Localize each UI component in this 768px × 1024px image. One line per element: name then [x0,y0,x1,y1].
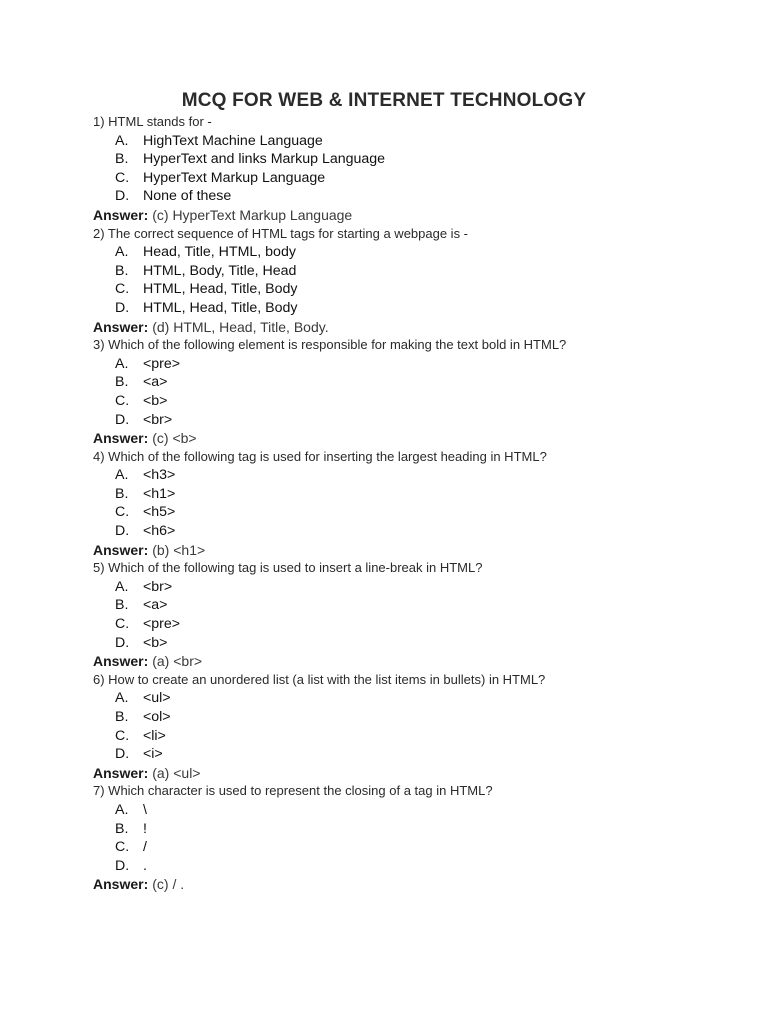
option-letter: A. [115,690,129,707]
answer-text: (c) HyperText Markup Language [152,206,353,223]
answer-text: (c) / . [152,876,185,893]
option-text: HTML, Body, Title, Head [142,262,297,279]
option-text: <h1> [142,485,176,502]
option-item [93,485,733,504]
option-item [93,689,733,708]
option-letter: B. [115,374,129,391]
answer-line [93,764,733,783]
question-text: 1) HTML stands for - [93,114,212,129]
answer-label: Answer: [93,764,149,781]
answer-label: Answer: [93,206,149,223]
page-title: MCQ FOR WEB & INTERNET TECHNOLOGY [181,90,587,111]
option-item [93,243,733,262]
option-text: <a> [142,597,168,614]
answer-label: Answer: [93,653,149,670]
option-item [93,838,733,857]
option-text: <a> [142,374,168,391]
option-letter: D. [115,746,130,763]
option-letter: C. [115,281,130,298]
option-letter: A. [115,132,129,149]
option-item [93,411,733,430]
option-list [93,355,733,429]
option-letter: C. [115,616,130,633]
option-letter: D. [115,857,130,874]
question-text: 4) Which of the following tag is used for inserting the largest heading in HTML? [93,448,547,464]
question-text: 2) The correct sequence of HTML tags for starting a webpage is - [93,225,469,241]
option-letter: B. [115,820,129,837]
option-item [93,466,733,485]
option-letter: A. [115,801,129,818]
option-text: <ul> [142,690,171,707]
option-item [93,373,733,392]
question-block [93,671,733,783]
option-text: Head, Title, HTML, body [142,244,296,261]
answer-text: (c) <b> [152,430,197,447]
option-text: <b> [142,392,168,409]
option-letter: C. [115,839,130,856]
option-item [93,355,733,374]
option-item [93,503,733,522]
option-letter: C. [115,169,130,186]
option-list [93,243,733,317]
option-text: . [142,857,147,874]
answer-label: Answer: [93,541,149,558]
answer-line [93,541,733,560]
option-letter: A. [115,467,129,484]
option-list [93,689,733,763]
option-text: <br> [142,411,173,428]
option-text: HTML, Head, Title, Body [142,299,298,316]
option-item [93,280,733,299]
option-text: \ [142,801,147,818]
option-text: <h3> [142,467,176,484]
question-text: 3) Which of the following element is responsible for making the text bold in HTML? [93,337,567,353]
question-block [93,782,733,894]
option-text: <b> [142,634,168,651]
option-item [93,169,733,188]
option-letter: B. [115,709,129,725]
option-text: HighText Machine Language [142,132,323,149]
option-letter: B. [115,151,129,168]
option-text: <h6> [142,523,176,540]
option-list [93,466,733,540]
option-item [93,801,733,820]
option-item [93,820,733,839]
option-text: <br> [142,578,173,595]
option-letter: C. [115,727,130,744]
option-letter: D. [115,188,130,205]
option-item [93,522,733,541]
option-list [93,578,733,652]
answer-line [93,429,733,448]
option-text: ! [142,820,147,837]
option-text: <h5> [142,504,176,521]
answer-line [93,652,733,671]
answer-label: Answer: [93,430,149,447]
option-letter: B. [115,262,129,279]
option-list [93,801,733,875]
option-letter: C. [115,392,130,409]
option-letter: D. [115,411,130,428]
question-block [93,448,733,560]
option-item [93,745,733,764]
option-item [93,708,733,727]
option-item [93,150,733,169]
option-item [93,392,733,411]
option-text: HyperText and links Markup Language [142,151,386,168]
option-item [93,262,733,281]
option-letter: A. [115,355,129,372]
answer-text: (a) <ul> [152,764,201,781]
option-letter: D. [115,523,130,540]
option-text: / [142,839,147,856]
option-item [93,727,733,746]
answer-line [93,206,733,225]
answer-line [93,318,733,337]
option-item [93,299,733,318]
question-text: 5) Which of the following tag is used to insert a line-break in HTML? [93,560,483,576]
option-item [93,578,733,597]
option-letter: B. [115,485,129,502]
question-block [93,336,733,448]
question-block [93,113,733,225]
option-item [93,187,733,206]
answer-text: (d) HTML, Head, Title, Body. [152,318,329,335]
option-text: <li> [142,727,166,744]
question-block [93,225,733,337]
option-item [93,615,733,634]
option-item [93,857,733,876]
answer-text: (b) <h1> [152,541,206,558]
option-letter: A. [115,578,129,595]
option-text: <pre> [142,355,181,372]
question-list [93,113,733,894]
option-text: <ol> [142,709,171,725]
option-letter: A. [115,244,129,261]
option-letter: D. [115,299,130,316]
answer-label: Answer: [93,876,149,893]
option-text: HyperText Markup Language [142,169,326,186]
option-text: <pre> [142,616,181,633]
question-block [93,559,733,671]
question-text: 7) Which character is used to represent the closing of a tag in HTML? [93,783,493,799]
option-letter: C. [115,504,130,521]
option-item [93,596,733,615]
option-letter: B. [115,597,129,614]
option-text: None of these [142,188,232,205]
answer-line [93,875,733,894]
option-item [93,132,733,151]
option-text: <i> [142,746,163,763]
option-letter: D. [115,634,130,651]
option-item [93,634,733,653]
answer-label: Answer: [93,318,149,335]
question-text: 6) How to create an unordered list (a list with the list items in bullets) in HTML? [93,671,546,687]
option-text: HTML, Head, Title, Body [142,281,298,298]
answer-text: (a) <br> [152,653,203,670]
option-list [93,132,733,206]
